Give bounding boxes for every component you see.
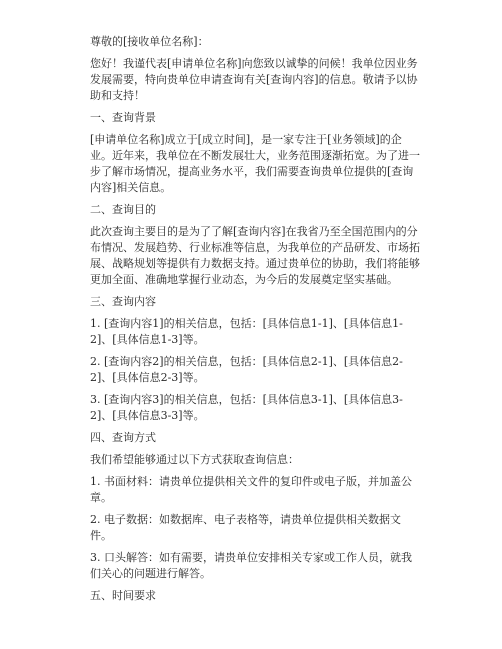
content-item-1: 1. [查询内容1]的相关信息，包括：[具体信息1-1]、[具体信息1-2]、[具体信息1-3]等。	[90, 317, 403, 346]
content-item-3: 3. [查询内容3]的相关信息，包括：[具体信息3-1]、[具体信息3-2]、[具体信息3-3]等。	[90, 393, 403, 422]
document-body	[90, 34, 422, 610]
section-heading-time: 五、时间要求	[90, 589, 156, 602]
purpose-paragraph: 此次查询主要目的是为了了解[查询内容]在我省乃至全国范围内的分布情况、发展趋势、行业标准等信息，为我单位的产品研发、市场拓展、战略规划等提供有力数据支持。通过贵单位的协助，我们将能够更加全面、准确地掌握行业动态，为今后的发展奠定坚实基础。	[90, 225, 420, 286]
salutation: 尊敬的[接收单位名称]：	[90, 35, 209, 48]
method-item-2: 2. 电子数据：如数据库、电子表格等，请贵单位提供相关数据文件。	[90, 513, 401, 542]
method-item-1: 1. 书面材料：请贵单位提供相关文件的复印件或电子版，并加盖公章。	[90, 475, 412, 504]
background-paragraph: [申请单位名称]成立于[成立时间]，是一家专注于[业务领域]的企业。近年来，我单位在不断发展壮大，业务范围逐渐拓宽。为了进一步了解市场情况，提高业务水平，我们需要查询贵单位提供的[查询内容]相关信息。	[90, 133, 420, 194]
section-heading-background: 一、查询背景	[90, 111, 156, 124]
method-intro: 我们希望能够通过以下方式获取查询信息：	[90, 453, 299, 466]
section-heading-purpose: 二、查询目的	[90, 203, 156, 216]
intro-paragraph: 您好！我谨代表[申请单位名称]向您致以诚挚的问候！我单位因业务发展需要，特向贵单位申请查询有关[查询内容]的信息。敬请予以协助和支持！	[90, 57, 418, 102]
method-item-3: 3. 口头解答：如有需要，请贵单位安排相关专家或工作人员，就我们关心的问题进行解答。	[90, 551, 412, 580]
section-heading-content: 三、查询内容	[90, 295, 156, 308]
section-heading-method: 四、查询方式	[90, 431, 156, 444]
content-item-2: 2. [查询内容2]的相关信息，包括：[具体信息2-1]、[具体信息2-2]、[具体信息2-3]等。	[90, 355, 403, 384]
